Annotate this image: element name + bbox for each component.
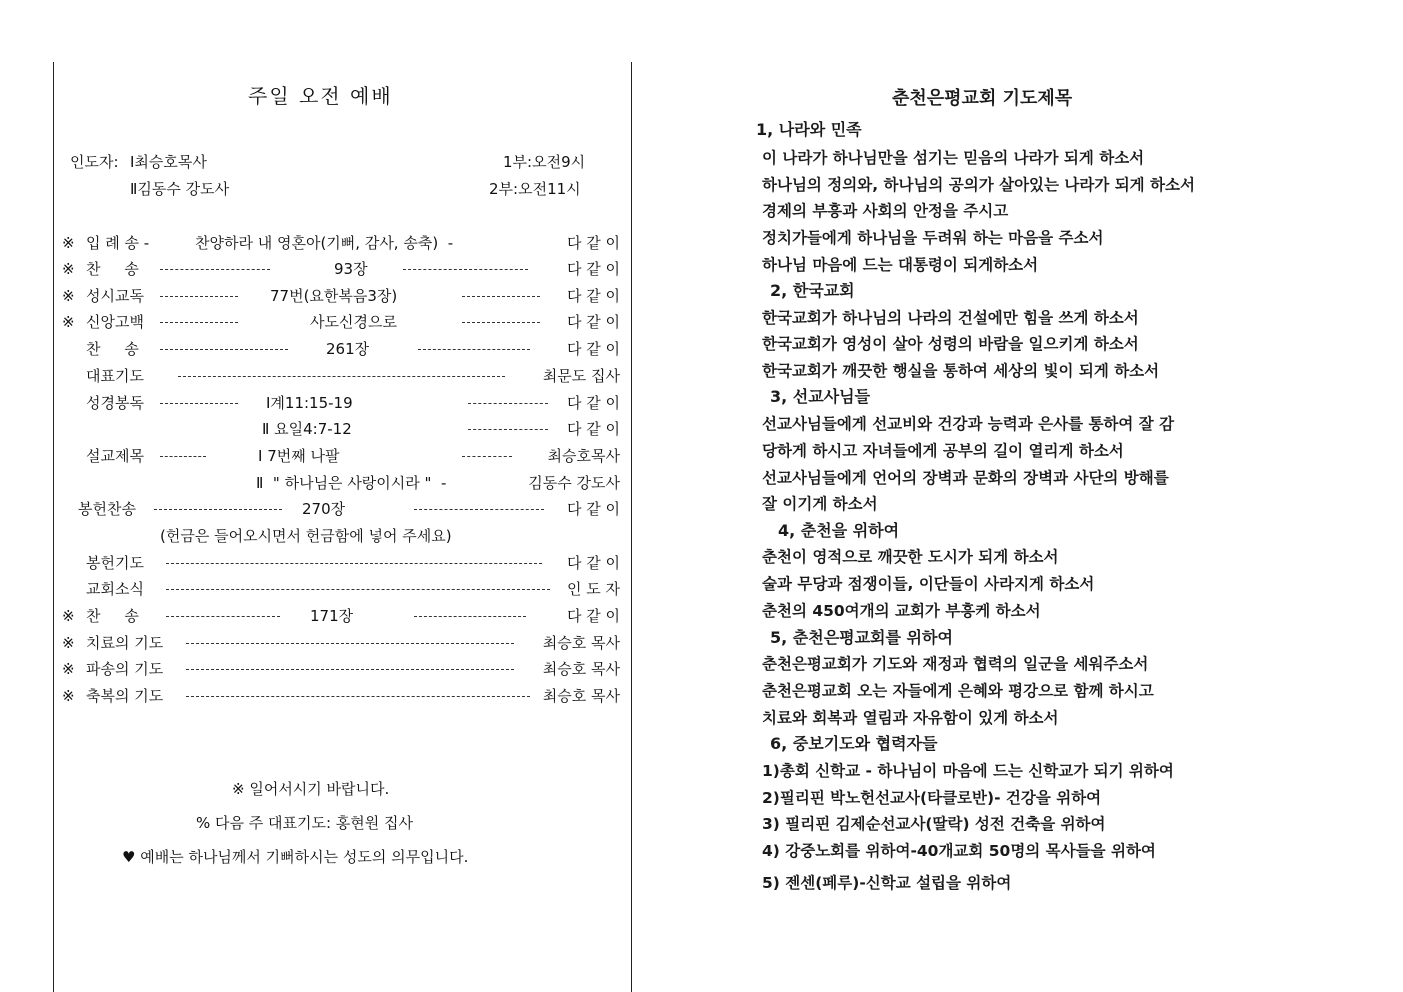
leader-dash xyxy=(414,509,544,510)
order-item: Ⅰ계11:15-19 xyxy=(266,394,353,412)
service-time-1: 1부:오전9시 xyxy=(503,153,586,171)
order-item: 찬양하라 내 영혼아(기뻐, 감사, 송축) - xyxy=(195,234,454,252)
leader-dash xyxy=(166,589,550,590)
leader-dash xyxy=(186,669,514,670)
section-heading: 6, 중보기도와 협력자들 xyxy=(770,734,938,753)
order-item: 93장 xyxy=(334,260,368,278)
order-person: 다 같 이 xyxy=(566,394,620,412)
service-time-2: 2부:오전11시 xyxy=(489,180,581,198)
order-person: 다 같 이 xyxy=(566,260,620,278)
worship-title: 주일 오전 예배 xyxy=(248,84,393,108)
offering-note: (헌금은 들어오시면서 헌금함에 넣어 주세요) xyxy=(160,527,452,545)
order-label: 성시교독 xyxy=(86,287,144,305)
prayer-line: 이 나라가 하나님만을 섬기는 믿음의 나라가 되게 하소서 xyxy=(762,149,1145,167)
prayer-title: 춘천은평교회 기도제목 xyxy=(892,88,1073,109)
prayer-line: 술과 무당과 점쟁이들, 이단들이 사라지게 하소서 xyxy=(762,575,1095,593)
prayer-topics-panel xyxy=(640,0,1403,992)
order-item: Ⅰ 7번째 나팔 xyxy=(258,447,340,465)
leader-dash xyxy=(154,509,282,510)
leader-label: 인도자: xyxy=(70,153,119,171)
order-label: 봉헌찬송 xyxy=(78,500,136,518)
prayer-line: 4) 강중노회를 위하여-40개교회 50명의 목사들을 위하여 xyxy=(762,842,1156,860)
order-person: 인 도 자 xyxy=(566,580,620,598)
prayer-line: 치료와 회복과 열림과 자유함이 있게 하소서 xyxy=(762,709,1059,727)
leader-dash xyxy=(403,269,528,270)
leader-dash xyxy=(160,349,288,350)
prayer-line: 한국교회가 하나님의 나라의 건설에만 힘을 쓰게 하소서 xyxy=(762,309,1139,327)
order-label: 신앙고백 xyxy=(86,313,144,331)
order-label: 대표기도 xyxy=(86,367,144,385)
order-person: 최승호 목사 xyxy=(542,660,620,678)
order-person: 최승호목사 xyxy=(547,447,620,465)
prayer-line: 춘천은평교회가 기도와 재정과 협력의 일군을 세워주소서 xyxy=(762,655,1149,673)
order-person: 다 같 이 xyxy=(566,607,620,625)
order-person: 최승호 목사 xyxy=(542,687,620,705)
prayer-line: 경제의 부흥과 사회의 안정을 주시고 xyxy=(762,202,1009,220)
leader-dash xyxy=(178,376,505,377)
order-label: 축복의 기도 xyxy=(86,687,164,705)
prayer-line: 당하게 하시고 자녀들에게 공부의 길이 열리게 하소서 xyxy=(762,442,1124,460)
order-person: 다 같 이 xyxy=(566,234,620,252)
next-week-prayer: % 다음 주 대표기도: 홍현원 집사 xyxy=(196,814,414,832)
order-item: 270장 xyxy=(302,500,346,518)
leader-dash xyxy=(160,456,206,457)
prayer-line: 춘천이 영적으로 깨끗한 도시가 되게 하소서 xyxy=(762,548,1059,566)
order-item: 261장 xyxy=(326,340,370,358)
order-label: 치료의 기도 xyxy=(86,634,164,652)
order-person: 다 같 이 xyxy=(566,287,620,305)
prayer-line: 한국교회가 깨끗한 행실을 통하여 세상의 빛이 되게 하소서 xyxy=(762,362,1160,380)
order-mark: ※ xyxy=(62,234,75,252)
leader-dash xyxy=(160,296,238,297)
order-item: Ⅱ 요일4:7-12 xyxy=(262,420,352,438)
prayer-line: 5) 젠센(페루)-신학교 설립을 위하여 xyxy=(762,874,1012,892)
prayer-line: 잘 이기게 하소서 xyxy=(762,495,878,513)
prayer-line: 춘천의 450여개의 교회가 부흥케 하소서 xyxy=(762,602,1041,620)
order-item: 77번(요한복음3장) xyxy=(270,287,398,305)
order-person: 다 같 이 xyxy=(566,313,620,331)
section-heading: 4, 춘천을 위하여 xyxy=(778,521,900,540)
order-person: 다 같 이 xyxy=(566,500,620,518)
order-mark: ※ xyxy=(62,660,75,678)
leader-dash xyxy=(166,616,280,617)
order-item: Ⅱ " 하나님은 사랑이시라 " - xyxy=(256,474,447,492)
prayer-line: 선교사님들에게 선교비와 건강과 능력과 은사를 통하여 잘 감 xyxy=(762,415,1175,433)
section-heading: 1, 나라와 민족 xyxy=(756,120,862,139)
worship-duty-note: ♥ 예배는 하나님께서 기뻐하시는 성도의 의무입니다. xyxy=(122,848,469,866)
order-label: 찬 송 xyxy=(86,607,139,625)
prayer-line: 3) 필리핀 김제순선교사(딸락) 성전 건축을 위하여 xyxy=(762,815,1106,833)
order-person: 다 같 이 xyxy=(566,554,620,572)
order-mark: ※ xyxy=(62,687,75,705)
order-item: 사도신경으로 xyxy=(310,313,397,331)
leader-dash xyxy=(160,322,238,323)
leader-dash xyxy=(160,269,270,270)
order-label: 찬 송 xyxy=(86,340,139,358)
section-heading: 3, 선교사님들 xyxy=(770,387,871,406)
order-mark: ※ xyxy=(62,260,75,278)
leader-dash xyxy=(462,456,512,457)
order-label: 성경봉독 xyxy=(86,394,144,412)
prayer-line: 한국교회가 영성이 살아 성령의 바람을 일으키게 하소서 xyxy=(762,335,1139,353)
order-person: 다 같 이 xyxy=(566,420,620,438)
order-mark: ※ xyxy=(62,313,75,331)
order-label: 입 례 송 - xyxy=(86,234,150,252)
leader-dash xyxy=(468,429,548,430)
prayer-line: 1)총회 신학교 - 하나님이 마음에 드는 신학교가 되기 위하여 xyxy=(762,762,1174,780)
section-heading: 2, 한국교회 xyxy=(770,281,855,300)
prayer-line: 하나님의 정의와, 하나님의 공의가 살아있는 나라가 되게 하소서 xyxy=(762,176,1195,194)
leader-dash xyxy=(166,563,542,564)
prayer-line: 2)필리핀 박노헌선교사(타클로반)- 건강을 위하여 xyxy=(762,789,1102,807)
leader-dash xyxy=(468,403,548,404)
leader-dash xyxy=(186,643,514,644)
order-person: 김동수 강도사 xyxy=(528,474,620,492)
leader-dash xyxy=(462,296,540,297)
order-person: 최문도 집사 xyxy=(542,367,620,385)
leader-dash xyxy=(186,696,530,697)
prayer-line: 하나님 마음에 드는 대통령이 되게하소서 xyxy=(762,256,1039,274)
order-mark: ※ xyxy=(62,287,75,305)
order-item: 171장 xyxy=(310,607,354,625)
order-label: 찬 송 xyxy=(86,260,139,278)
stand-notice: ※ 일어서시기 바랍니다. xyxy=(232,780,390,798)
order-label: 파송의 기도 xyxy=(86,660,164,678)
leader-dash xyxy=(418,349,530,350)
leader-2: Ⅱ김동수 강도사 xyxy=(130,180,230,198)
leader-dash xyxy=(414,616,526,617)
order-label: 봉헌기도 xyxy=(86,554,144,572)
order-person: 다 같 이 xyxy=(566,340,620,358)
worship-order-panel xyxy=(0,0,640,992)
prayer-line: 선교사님들에게 언어의 장벽과 문화의 장벽과 사단의 방해를 xyxy=(762,469,1169,487)
order-label: 교회소식 xyxy=(86,580,144,598)
leader-dash xyxy=(462,322,540,323)
order-mark: ※ xyxy=(62,634,75,652)
section-heading: 5, 춘천은평교회를 위하여 xyxy=(770,628,953,647)
prayer-line: 춘천은평교회 오는 자들에게 은혜와 평강으로 함께 하시고 xyxy=(762,682,1154,700)
order-person: 최승호 목사 xyxy=(542,634,620,652)
leader-dash xyxy=(160,403,238,404)
order-mark: ※ xyxy=(62,607,75,625)
prayer-line: 정치가들에게 하나님을 두려워 하는 마음을 주소서 xyxy=(762,229,1104,247)
order-label: 설교제목 xyxy=(86,447,144,465)
leader-1: Ⅰ최승호목사 xyxy=(130,153,207,171)
